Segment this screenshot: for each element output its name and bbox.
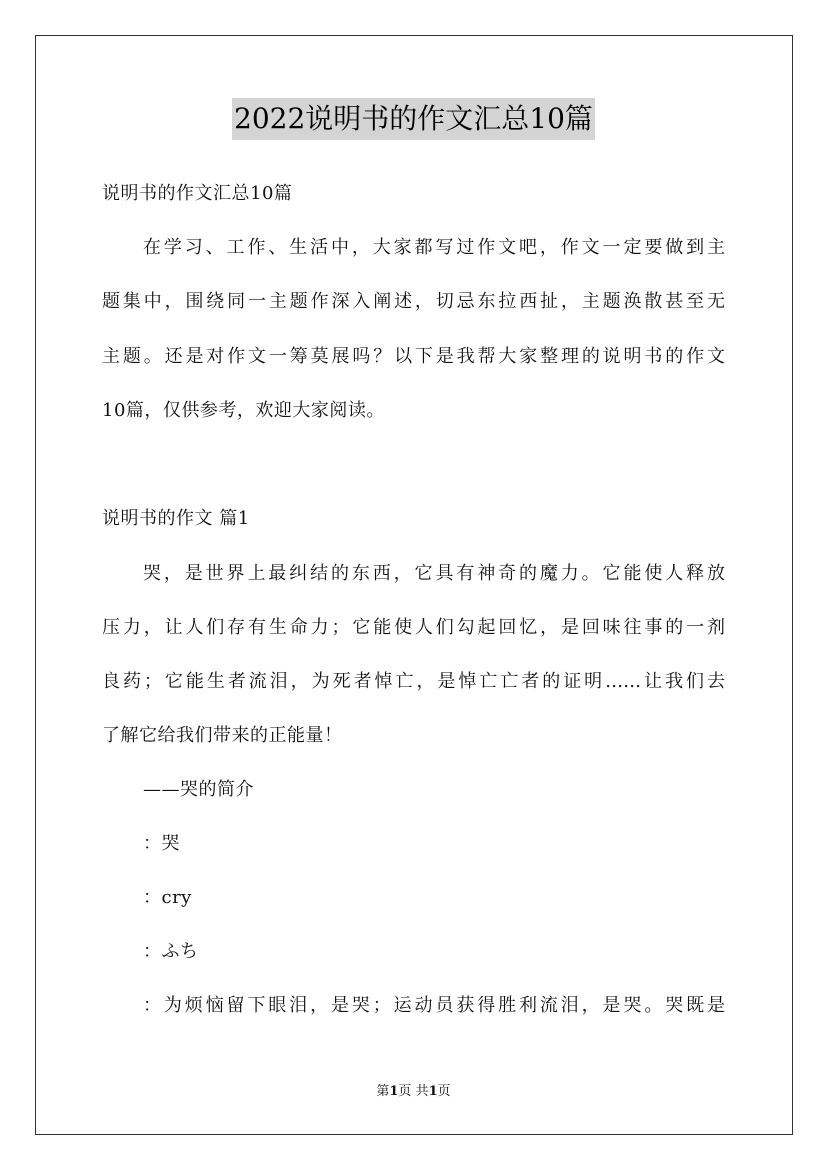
- entry-line: ：cry: [143, 887, 192, 908]
- entry-line: ：哭: [143, 833, 180, 854]
- intro-line: 10篇，仅供参考，欢迎大家阅读。: [102, 400, 385, 421]
- subtitle: 说明书的作文汇总10篇: [102, 183, 293, 204]
- document-title: 2022说明书的作文汇总10篇: [232, 98, 595, 140]
- footer-suffix: 页: [437, 1084, 451, 1099]
- footer-prefix: 第: [376, 1084, 390, 1099]
- body-line: 哭，是世界上最纠结的东西，它具有神奇的魔力。它能使人释放: [143, 563, 725, 584]
- entry-line: ：ふち: [143, 941, 199, 962]
- intro-heading: ——哭的简介: [143, 779, 254, 800]
- intro-line: 题集中，围绕同一主题作深入阐述，切忌东拉西扯，主题涣散甚至无: [102, 291, 725, 312]
- entry-line: ：为烦恼留下眼泪，是哭；运动员获得胜利流泪，是哭。哭既是: [143, 995, 725, 1016]
- total-pages: 1: [428, 1084, 438, 1099]
- intro-line: 主题。还是对作文一筹莫展吗？以下是我帮大家整理的说明书的作文: [102, 346, 725, 367]
- body-line: 压力，让人们存有生命力；它能使人们勾起回忆，是回味往事的一剂: [102, 617, 725, 638]
- intro-line: 在学习、工作、生活中，大家都写过作文吧，作文一定要做到主: [143, 237, 725, 258]
- footer-mid: 页 共: [398, 1084, 429, 1099]
- page-number: 1: [389, 1084, 399, 1099]
- page-footer: [0, 1083, 827, 1101]
- body-line: 良药；它能生者流泪，为死者悼亡，是悼亡亡者的证明……让我们去: [102, 671, 725, 692]
- body-line: 了解它给我们带来的正能量！: [102, 725, 343, 746]
- section-heading: 说明书的作文 篇1: [102, 508, 250, 529]
- title-container: [0, 98, 827, 140]
